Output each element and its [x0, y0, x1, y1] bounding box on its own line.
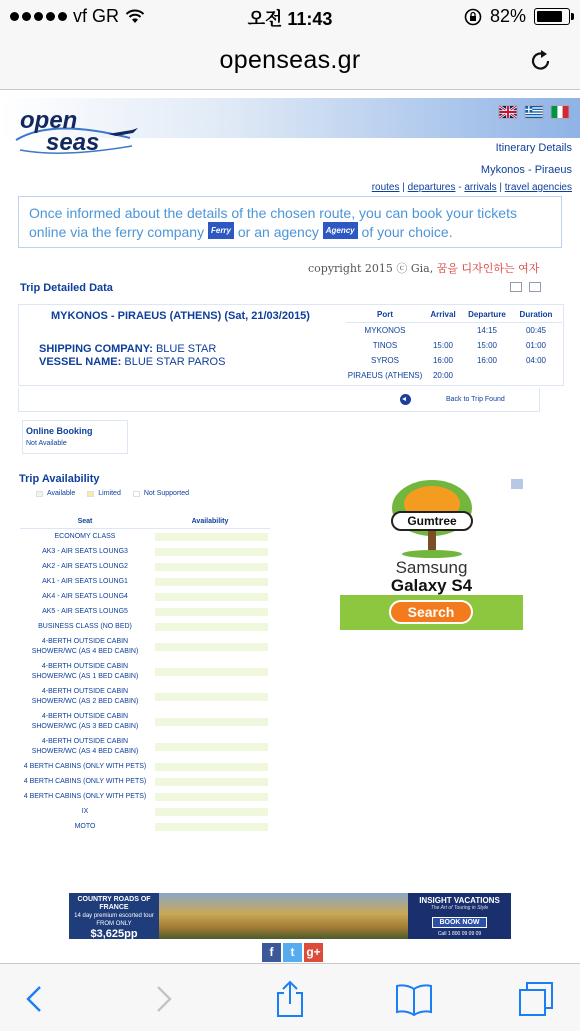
- seat-label: AK3 - AIR SEATS LOUNG3: [42, 547, 128, 555]
- info-text-2: or an agency: [237, 224, 319, 240]
- bookmarks-icon[interactable]: [394, 979, 434, 1019]
- status-bar: [0, 0, 580, 34]
- trip-details-box: [18, 304, 564, 386]
- seat-label: 4-BERTH OUTSIDE CABIN SHOWER/WC (AS 4 BED CABIN): [31, 737, 139, 755]
- seat-row: [20, 559, 270, 574]
- availability-bar: [155, 593, 268, 601]
- availability-bar: [155, 578, 268, 586]
- route-label: Mykonos - Piraeus: [480, 164, 572, 176]
- watermark-text: copyright 2015 ⓒ Gia,: [308, 262, 434, 275]
- seat-row: [20, 684, 270, 709]
- seat-label: 4-BERTH OUTSIDE CABIN SHOWER/WC (AS 4 BED CABIN): [31, 637, 139, 655]
- trip-detailed-data-title: Trip Detailed Data: [20, 282, 113, 294]
- shipping-company-label: SHIPPING COMPANY:: [39, 343, 153, 355]
- battery-icon: [534, 8, 570, 25]
- seat-label: 4 BERTH CABINS (ONLY WITH PETS): [23, 792, 147, 800]
- seat-label: AK4 - AIR SEATS LOUNG4: [42, 592, 128, 600]
- ad-search-button[interactable]: Search: [389, 600, 473, 624]
- address-bar: [0, 34, 580, 90]
- social-share: [262, 943, 323, 962]
- seat-label: AK5 - AIR SEATS LOUNG5: [42, 607, 128, 615]
- port-cell-port: MYKONOS: [364, 326, 406, 335]
- availability-bar: [155, 743, 268, 751]
- ad-brand: Gumtree: [407, 514, 457, 528]
- trip-availability-title: Trip Availability: [19, 473, 100, 485]
- language-flags: [498, 105, 570, 119]
- reload-icon[interactable]: [526, 46, 556, 76]
- availability-legend: [36, 490, 189, 497]
- port-table-header: [346, 307, 562, 323]
- facebook-icon[interactable]: f: [262, 943, 281, 962]
- header-port: Port: [377, 310, 393, 319]
- banner-left: [69, 893, 159, 939]
- banner-right-tagline: The Art of Touring in Style: [430, 905, 489, 911]
- legend-swatch: [36, 491, 43, 497]
- legend-swatch: [87, 491, 94, 497]
- port-cell-port: PIRAEUS (ATHENS): [347, 371, 423, 380]
- port-cell-departure: 14:15: [476, 326, 498, 335]
- insight-vacations-banner[interactable]: [69, 893, 511, 939]
- legend-swatch: [133, 491, 140, 497]
- itinerary-details-link[interactable]: Itinerary Details: [495, 142, 572, 154]
- nav-arrivals[interactable]: arrivals: [464, 182, 497, 193]
- print-icon[interactable]: [529, 282, 541, 292]
- uk-flag-icon[interactable]: [498, 105, 518, 119]
- banner-photo: [159, 893, 408, 939]
- company-info: [39, 343, 225, 369]
- seat-label: AK2 - AIR SEATS LOUNG2: [42, 562, 128, 570]
- seat-row: [20, 734, 270, 759]
- availability-bar: [155, 533, 268, 541]
- header-seat: Seat: [77, 518, 93, 525]
- header-departure: Departure: [468, 310, 506, 319]
- google-plus-icon[interactable]: g+: [304, 943, 323, 962]
- greek-flag-icon[interactable]: [524, 105, 544, 119]
- availability-bar: [155, 808, 268, 816]
- ad-line-galaxy: Galaxy S4: [390, 576, 473, 595]
- port-cell-arrival: 20:00: [432, 371, 454, 380]
- availability-bar: [155, 718, 268, 726]
- port-cell-departure: 15:00: [476, 341, 498, 350]
- availability-bar: [155, 608, 268, 616]
- carrier-name: vf GR: [73, 6, 120, 26]
- forward-icon[interactable]: [144, 979, 184, 1019]
- email-icon[interactable]: [510, 282, 522, 292]
- seat-label: 4 BERTH CABINS (ONLY WITH PETS): [23, 762, 147, 770]
- availability-bar: [155, 823, 268, 831]
- gumtree-ad[interactable]: [340, 478, 523, 630]
- logo-text-open: open: [20, 107, 78, 134]
- seat-label: IX: [81, 807, 89, 815]
- availability-table: [20, 515, 270, 834]
- gumtree-tree-logo: [382, 478, 482, 558]
- port-cell-port: TINOS: [372, 341, 398, 350]
- seat-label: 4-BERTH OUTSIDE CABIN SHOWER/WC (AS 2 BED CABIN): [31, 687, 139, 705]
- availability-bar: [155, 563, 268, 571]
- info-text-3: of your choice.: [361, 224, 453, 240]
- port-cell-duration: 00:45: [525, 326, 547, 335]
- copyright-watermark: [308, 260, 539, 276]
- web-page: [0, 90, 580, 963]
- nav-routes[interactable]: routes: [371, 182, 400, 193]
- port-cell-arrival: 16:00: [432, 356, 454, 365]
- vessel-name-label: VESSEL NAME:: [39, 356, 122, 368]
- legend-available: Available: [36, 490, 75, 497]
- banner-phone: Call 1 800 09 09 09: [437, 931, 482, 937]
- seat-row: [20, 709, 270, 734]
- port-cell-duration: 04:00: [525, 356, 547, 365]
- italian-flag-icon[interactable]: [550, 105, 570, 119]
- port-cell-departure: 16:00: [476, 356, 498, 365]
- ferry-tag-icon: Ferry: [208, 222, 234, 239]
- seat-row: [20, 604, 270, 619]
- info-text-1: Once informed about the details of the chosen route, you can book your tickets online via the ferry company: [29, 205, 517, 240]
- seat-row: [20, 789, 270, 804]
- seat-row: [20, 634, 270, 659]
- seat-row: [20, 619, 270, 634]
- ad-choices-icon[interactable]: [511, 479, 523, 489]
- header-availability: Availability: [191, 518, 229, 525]
- legend-limited: Limited: [87, 490, 121, 497]
- banner-right-title: INSIGHT VACATIONS: [419, 896, 500, 905]
- port-row: [346, 368, 562, 383]
- availability-bar: [155, 668, 268, 676]
- port-cell-arrival: 15:00: [432, 341, 454, 350]
- banner-left-title: COUNTRY ROADS OF FRANCE: [77, 896, 151, 911]
- seat-label: MOTO: [74, 822, 96, 830]
- availability-bar: [155, 693, 268, 701]
- banner-left-price: $3,625pp: [90, 928, 138, 939]
- seat-label: AK1 - AIR SEATS LOUNG1: [42, 577, 128, 585]
- port-schedule-table: [346, 307, 562, 383]
- site-nav: routes | departures - arrivals | travel agencies: [371, 182, 572, 193]
- url-field[interactable]: openseas.gr: [219, 46, 361, 74]
- trip-title: MYKONOS - PIRAEUS (ATHENS) (Sat, 21/03/2015): [51, 310, 310, 322]
- seat-label: BUSINESS CLASS (NO BED): [38, 622, 132, 630]
- port-row: [346, 353, 562, 368]
- seat-label: 4-BERTH OUTSIDE CABIN SHOWER/WC (AS 3 BED CABIN): [31, 712, 139, 730]
- watermark-korean: 꿈을 디자인하는 여자: [436, 262, 540, 275]
- ad-line-samsung: Samsung: [395, 558, 468, 577]
- booking-info-box: [18, 196, 562, 248]
- port-row: [346, 323, 562, 338]
- seat-row: [20, 774, 270, 789]
- port-cell-port: SYROS: [370, 356, 399, 365]
- rotation-lock-icon: [464, 8, 482, 26]
- battery-percent: 82%: [489, 6, 526, 26]
- agency-tag-icon: Agency: [323, 222, 358, 239]
- online-booking-status: Not Available: [26, 440, 67, 447]
- back-to-trip-found-link[interactable]: Back to Trip Found: [446, 396, 505, 403]
- seat-row: [20, 659, 270, 684]
- availability-bar: [155, 643, 268, 651]
- port-row: [346, 338, 562, 353]
- seat-label: 4-BERTH OUTSIDE CABIN SHOWER/WC (AS 1 BED CABIN): [31, 662, 139, 680]
- header-duration: Duration: [519, 310, 553, 319]
- availability-header: [20, 515, 270, 529]
- logo-text-seas: seas: [46, 129, 100, 156]
- seat-row: [20, 574, 270, 589]
- availability-bar: [155, 623, 268, 631]
- banner-book-now-button[interactable]: BOOK NOW: [432, 917, 486, 928]
- openseas-logo[interactable]: [12, 104, 142, 159]
- seat-label: 4 BERTH CABINS (ONLY WITH PETS): [23, 777, 147, 785]
- availability-bar: [155, 548, 268, 556]
- banner-left-from: FROM ONLY: [96, 921, 132, 927]
- availability-bar: [155, 778, 268, 786]
- banner-left-sub: 14 day premium escorted tour: [74, 913, 154, 919]
- back-icon[interactable]: [16, 979, 56, 1019]
- online-booking-box: [22, 420, 128, 454]
- banner-right: [408, 893, 511, 939]
- seat-row: [20, 544, 270, 559]
- share-icon[interactable]: [270, 979, 310, 1019]
- availability-bar: [155, 763, 268, 771]
- legend-not-supported: Not Supported: [133, 490, 189, 497]
- shipping-company-value: BLUE STAR: [155, 343, 217, 355]
- status-right: [464, 6, 570, 27]
- vessel-name-value: BLUE STAR PAROS: [124, 356, 226, 368]
- seat-row: [20, 759, 270, 774]
- seat-row: [20, 804, 270, 819]
- port-cell-duration: 01:00: [525, 341, 547, 350]
- back-bar: [18, 388, 540, 412]
- nav-departures[interactable]: departures: [407, 182, 456, 193]
- nav-travel-agencies[interactable]: travel agencies: [504, 182, 572, 193]
- online-booking-title: Online Booking: [26, 426, 93, 436]
- seat-row: [20, 819, 270, 834]
- site-header: [0, 98, 580, 193]
- back-arrow-icon[interactable]: [400, 394, 411, 405]
- tabs-icon[interactable]: [516, 979, 556, 1019]
- seat-label: ECONOMY CLASS: [54, 532, 116, 540]
- availability-bar: [155, 793, 268, 801]
- browser-toolbar: [0, 963, 580, 1031]
- twitter-icon[interactable]: t: [283, 943, 302, 962]
- seat-row: [20, 529, 270, 544]
- header-arrival: Arrival: [430, 310, 456, 319]
- clock: 오전 11:43: [247, 9, 333, 29]
- seat-row: [20, 589, 270, 604]
